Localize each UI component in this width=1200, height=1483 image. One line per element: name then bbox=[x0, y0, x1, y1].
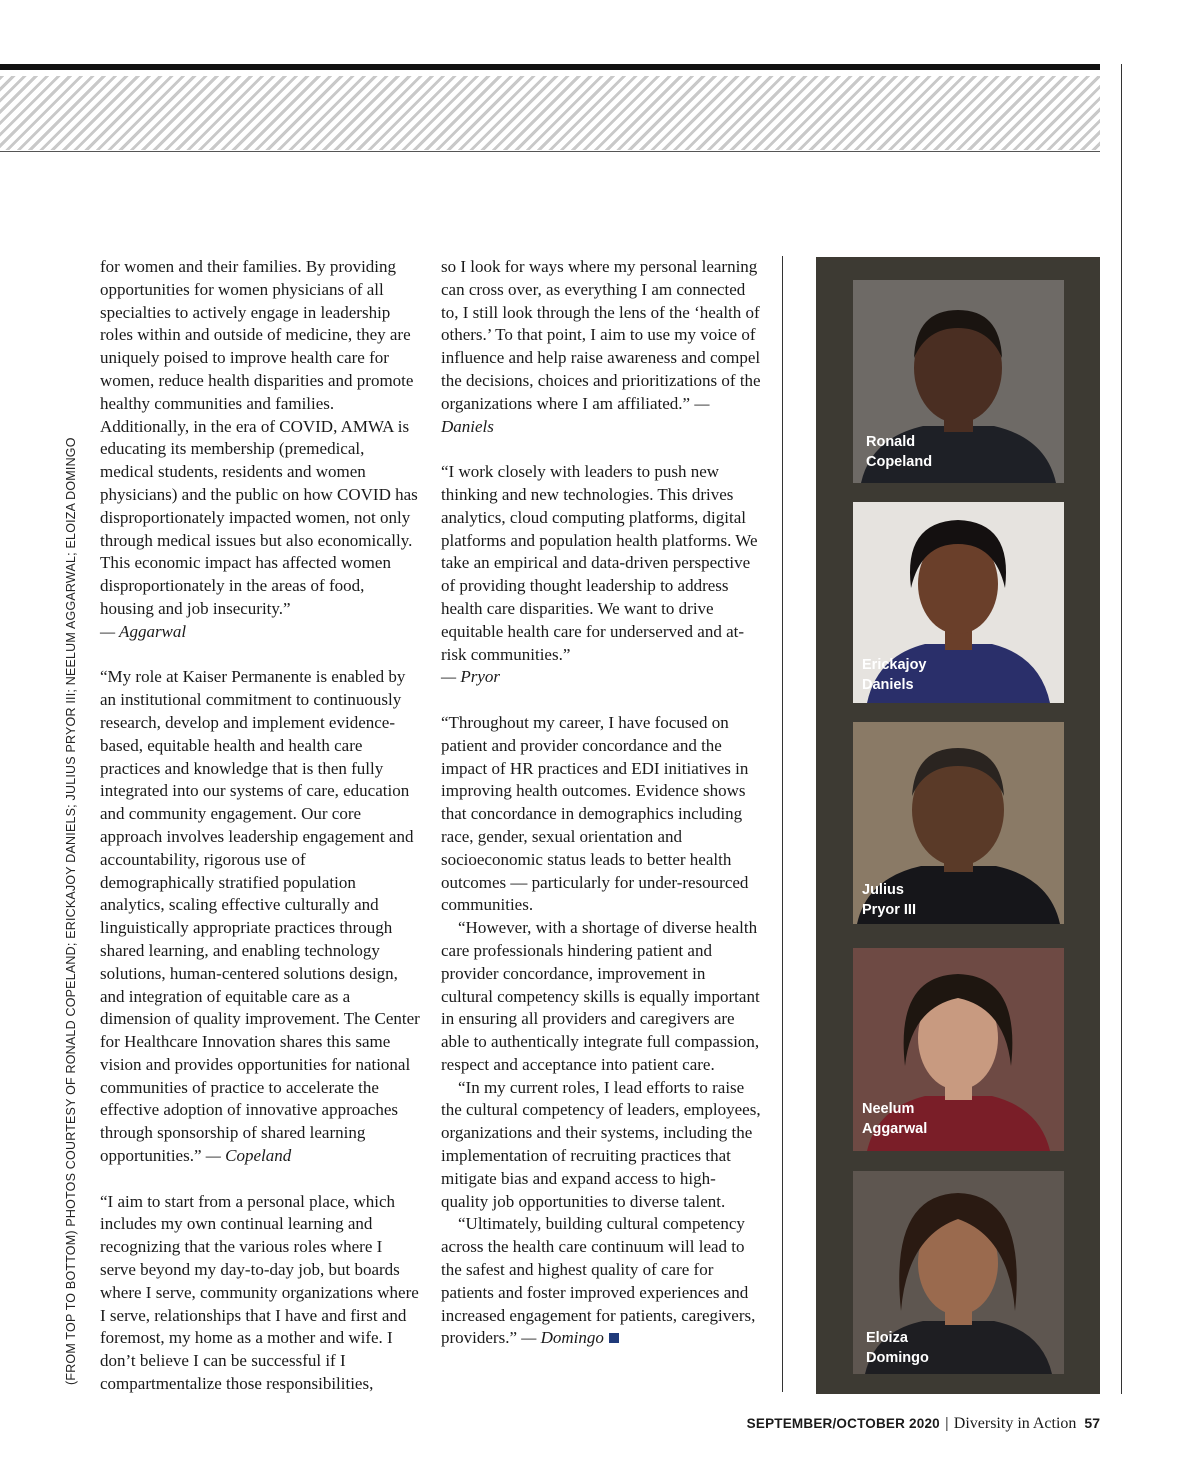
caption-first-name: Neelum bbox=[862, 1101, 915, 1117]
attribution: — Aggarwal bbox=[100, 621, 187, 641]
magazine-name: Diversity in Action bbox=[953, 1415, 1077, 1432]
photo-credit: (FROM TOP TO BOTTOM) PHOTOS COURTESY OF RONALD COPELAND; ERICKAJOY DANIELS; JULIUS PRYOR III; NEELUM AGGARWAL; ELOIZA DOMINGO bbox=[64, 437, 78, 1385]
attribution: — Copeland bbox=[205, 1146, 292, 1166]
caption-first-name: Erickajoy bbox=[862, 657, 927, 673]
paragraph: “I aim to start from a personal place, which includes my own continual learning and recognizing that the various roles where I serve beyond my day-to-day job, but boards where I serve, community organizations where I serve, relationships that I have and first and foremost, my home as a mother and wife. I don’t believe I can be successful if I compartmentalize those responsibilities, bbox=[100, 1191, 419, 1394]
caption-last-name: Aggarwal bbox=[862, 1121, 928, 1137]
page-number: 57 bbox=[1084, 1415, 1100, 1431]
stripe-bottom-rule bbox=[0, 151, 1100, 152]
portrait-caption bbox=[862, 655, 927, 695]
top-rule bbox=[0, 64, 1100, 70]
attribution: — Domingo bbox=[521, 1328, 604, 1348]
article-column-middle bbox=[441, 256, 761, 1350]
paragraph: “Throughout my career, I have focused on patient and provider concordance and the impact of HR practices and EDI initiatives in improving health outcomes. Evidence shows that concordance in demographics including race, gender, sexual orientation and socioeconomic status leads to better health outcomes — particularly for under-resourced communities. bbox=[441, 712, 749, 915]
page-footer bbox=[747, 1415, 1100, 1433]
issue-date: SEPTEMBER/OCTOBER 2020 bbox=[746, 1416, 940, 1431]
caption-last-name: Pryor III bbox=[862, 902, 916, 918]
caption-last-name: Copeland bbox=[866, 454, 933, 470]
decorative-stripe-band bbox=[0, 76, 1100, 150]
article-column-left bbox=[100, 256, 420, 1396]
paragraph: “In my current roles, I lead efforts to raise the cultural competency of leaders, employees, organizations and their systems, including the implementation of recruiting practices that mitigate bias and expand access to high-quality job opportunities to diverse talent. bbox=[441, 1077, 761, 1211]
end-mark-icon bbox=[609, 1333, 619, 1343]
paragraph: “Ultimately, building cultural competency across the health care continuum will lead to the safest and highest quality of care for patients and foster improved experiences and increased engagement for patients, caregivers, providers.” — Domingo bbox=[441, 1214, 756, 1348]
caption-last-name: Daniels bbox=[862, 677, 914, 693]
column-divider bbox=[782, 256, 783, 1392]
caption-last-name: Domingo bbox=[866, 1350, 929, 1366]
portrait-caption bbox=[862, 1099, 927, 1139]
portrait-caption bbox=[866, 1328, 929, 1368]
paragraph: so I look for ways where my personal learning can cross over, as everything I am connected to, I still look through the lens of the ‘health of others.’ To that point, I aim to use my voice of influence and help raise awareness and compel the decisions, choices and prioritizations of the organizations where I am affiliated.” — Daniels bbox=[441, 257, 761, 436]
attribution: — Pryor bbox=[441, 667, 501, 687]
attribution: — Daniels bbox=[441, 393, 710, 436]
caption-first-name: Eloiza bbox=[866, 1330, 908, 1346]
paragraph: “My role at Kaiser Permanente is enabled by an institutional commitment to continuously research, develop and implement evidence-based, equitable health and health care practices and knowledge that is then fully integrated into our systems of care, education and community engagement. Our core approach involves leadership engagement and accountability, rigorous use of demographically stratified population analytics, scaling effective culturally and linguistically appropriate practices through shared learning, and enabling technology solutions, human-centered solutions design, and integration of equitable care as a dimension of quality improvement. The Center for Healthcare Innovation shares this same vision and provides opportunities for national communities of practice to accelerate the effective adoption of innovative approaches through sponsorship of shared learning opportunities.” — Copeland bbox=[100, 667, 420, 1166]
portrait-caption bbox=[866, 432, 932, 472]
paragraph: “I work closely with leaders to push new thinking and new technologies. This drives analytics, cloud computing platforms, digital platforms and population health platforms. We take an empirical and data-driven perspective of providing thought leadership to address health care disparities. We want to drive equitable health care for underserved and at-risk communities.” — Pryor bbox=[441, 462, 758, 687]
paragraph: “However, with a shortage of diverse health care professionals hindering patient and provider concordance, improvement in cultural competency skills is equally important in ensuring all providers and caregivers are able to authentically integrate full compassion, respect and acceptance into patient care. bbox=[441, 918, 760, 1074]
right-edge-rule bbox=[1121, 64, 1122, 1394]
caption-first-name: Ronald bbox=[866, 434, 916, 450]
caption-first-name: Julius bbox=[862, 882, 904, 898]
portrait-caption bbox=[862, 880, 916, 920]
paragraph: for women and their families. By providing opportunities for women physicians of all specialties to actively engage in leadership roles within and outside of medicine, they are uniquely poised to improve health care for women, reduce health disparities and promote healthy communities and families. Additionally, in the era of COVID, AMWA is educating its membership (premedical, medical students, residents and women physicians) and the public on how COVID has disproportionately impacted women, not only through medical issues but also economically. This economic impact has affected women disproportionately in the areas of food, housing and job insecurity.” — Aggarwal bbox=[100, 257, 418, 641]
footer-separator: | bbox=[944, 1415, 949, 1432]
